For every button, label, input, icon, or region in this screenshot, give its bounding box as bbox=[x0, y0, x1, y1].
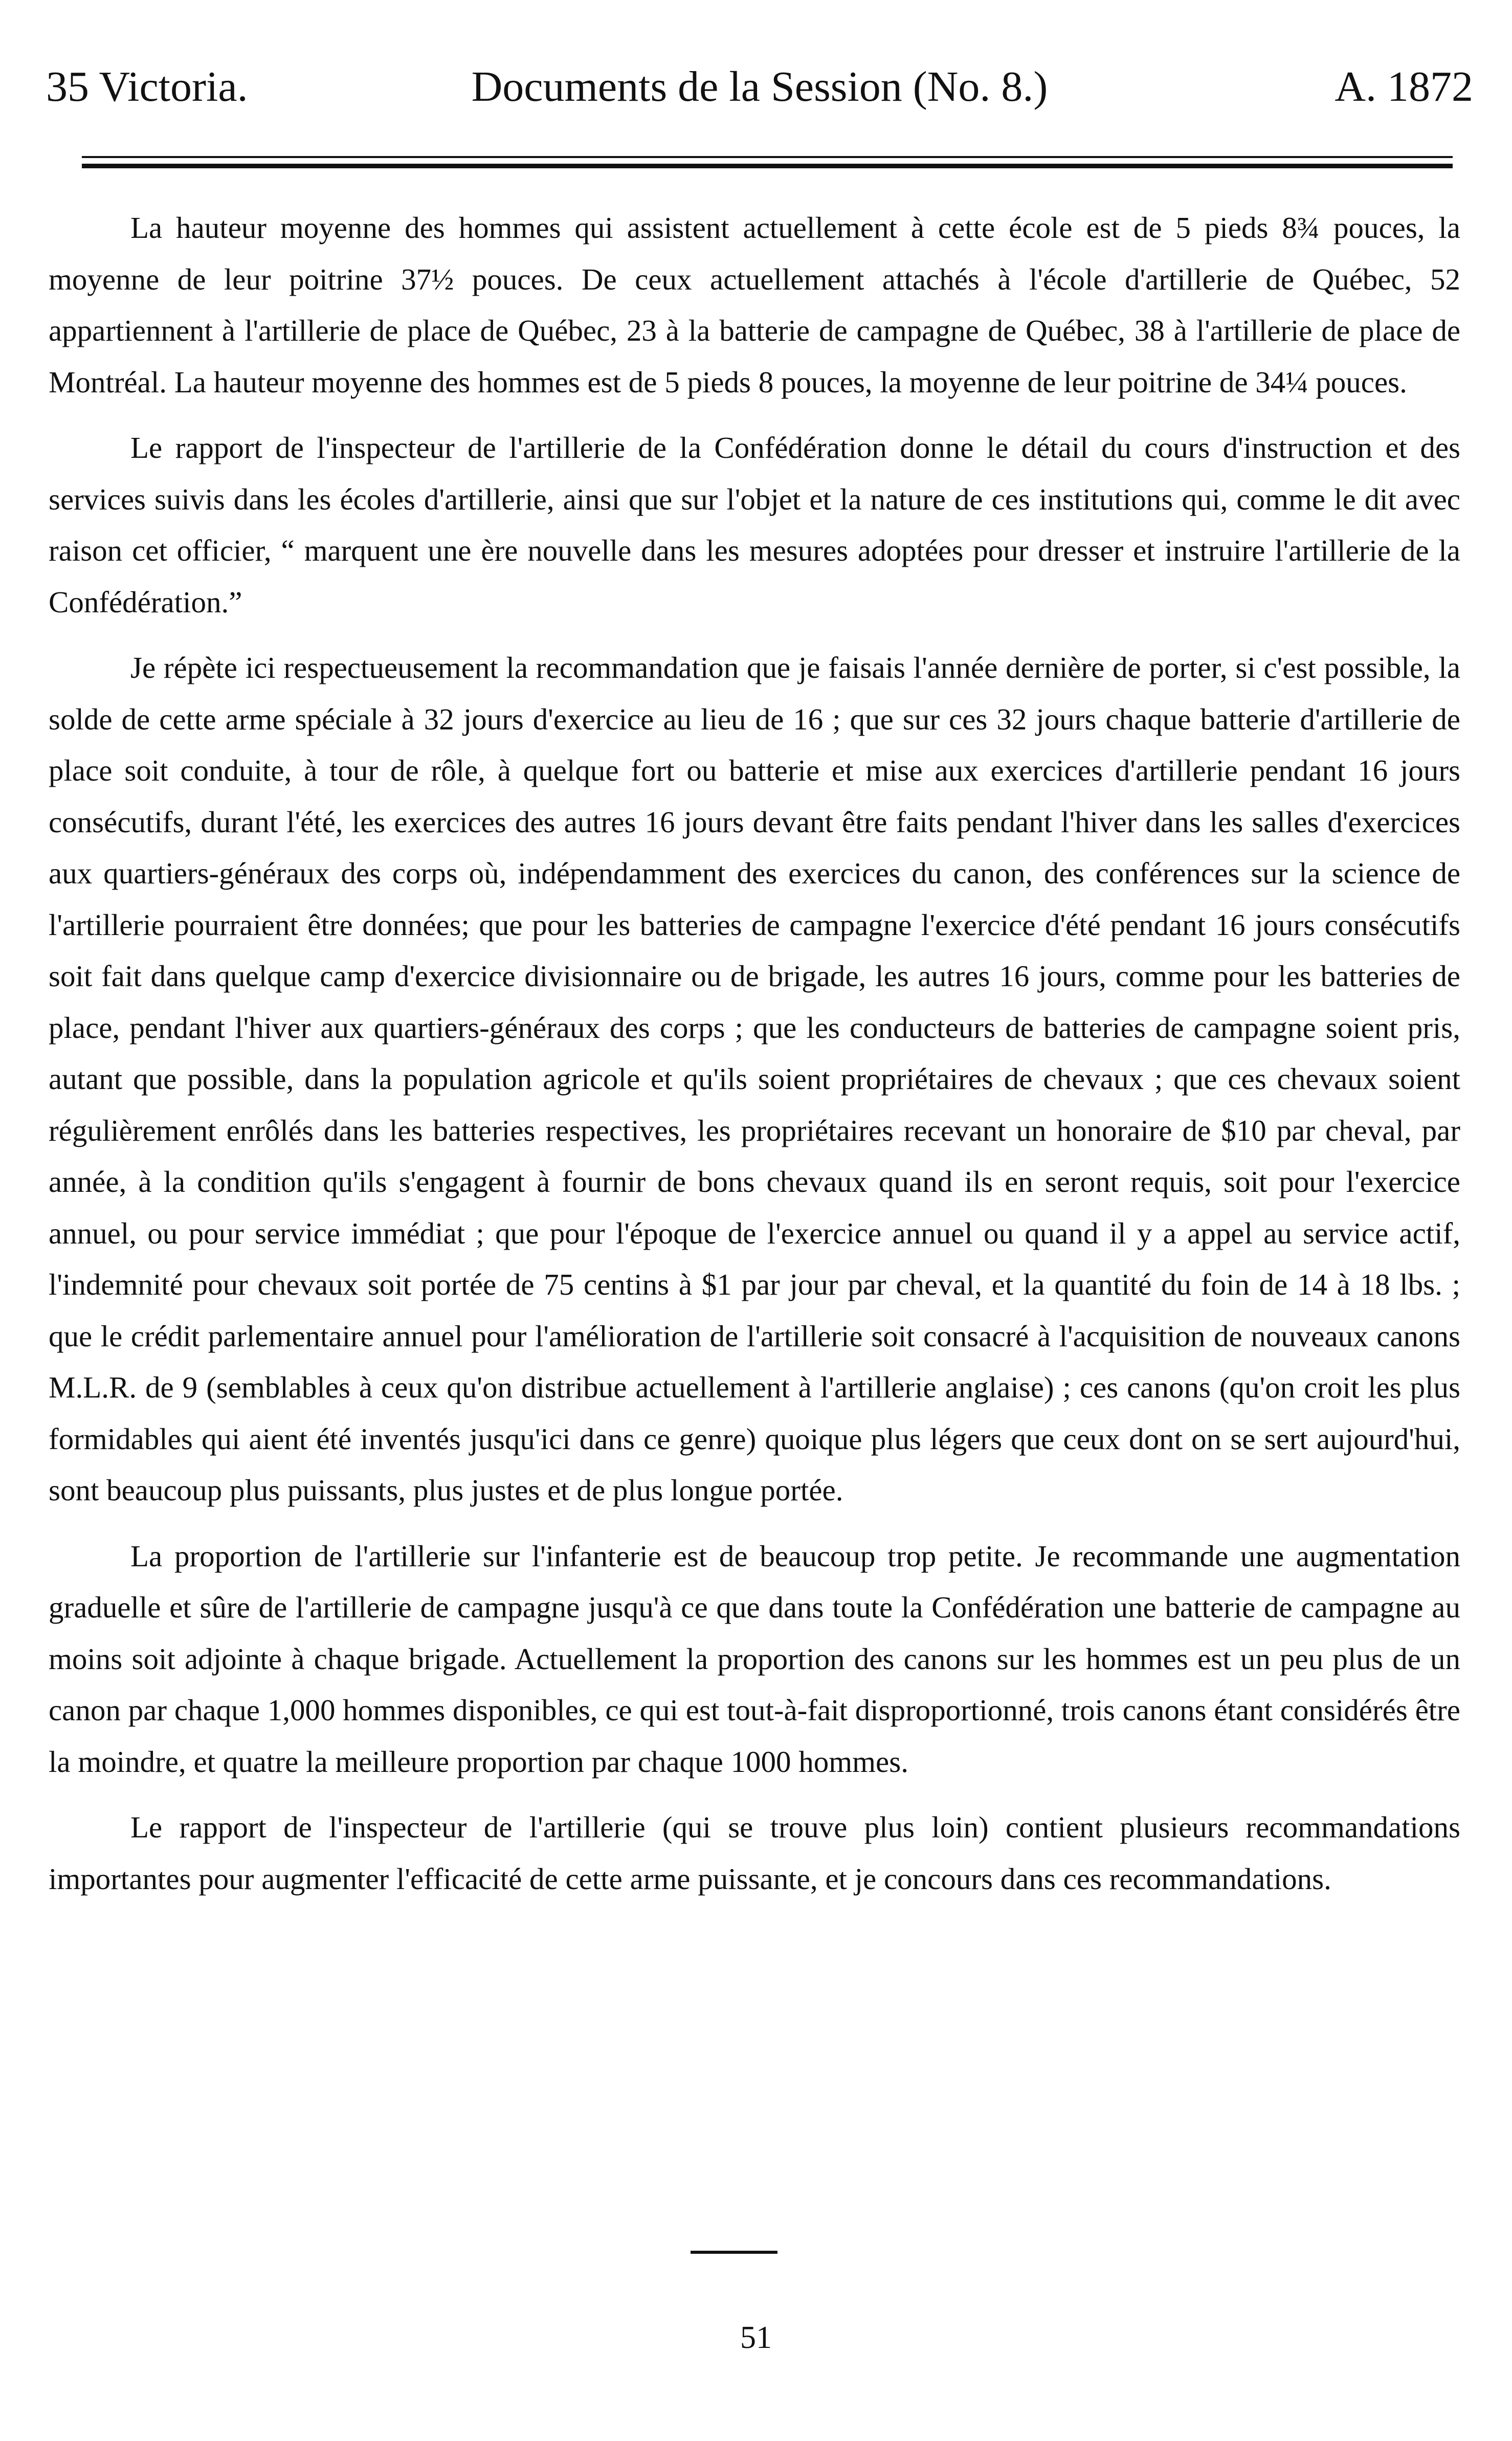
page-header bbox=[46, 56, 1473, 118]
header-rule-thin bbox=[82, 156, 1453, 158]
header-year: A. 1872 bbox=[1335, 63, 1473, 110]
paragraph-4: La proportion de l'artillerie sur l'infanterie est de beaucoup trop petite. Je recommande une augmentation graduelle et sûre de l'artillerie de campagne jusqu'à ce que dans toute la Confédération une batterie de campagne au moins soit adjointe à chaque brigade. Actuellement la proportion des canons sur les hommes est un peu plus de un canon par chaque 1,000 hommes disponibles, ce qui est tout-à-fait disproportionné, trois canons étant considérés être la moindre, et quatre la meilleure proportion par chaque 1000 hommes. bbox=[49, 1539, 1460, 1779]
body-text bbox=[49, 202, 1460, 1904]
footer-rule bbox=[691, 2251, 777, 2254]
page-number: 51 bbox=[740, 2320, 772, 2355]
paragraph-3: Je répète ici respectueusement la recommandation que je faisais l'année dernière de porter, si c'est possible, la solde de cette arme spéciale à 32 jours d'exercice au lieu de 16 ; que sur ces 32 jours chaque batterie d'artillerie de place soit conduite, à tour de rôle, à quelque fort ou batterie et mise aux exercices d'artillerie pendant 16 jours consécutifs, durant l'été, les exercices des autres 16 jours devant être faits pendant l'hiver dans les salles d'exercices aux quartiers-généraux des corps où, indépendamment des exercices du canon, des conférences sur la science de l'artillerie pourraient être données; que pour les batteries de campagne l'exercice d'été pendant 16 jours consécutifs soit fait dans quelque camp d'exercice divisionnaire ou de brigade, les autres 16 jours, comme pour les batteries de place, pendant l'hiver aux quartiers-généraux des corps ; que les conducteurs de batteries de campagne soient pris, autant que possible, dans la population agricole et qu'ils soient propriétaires de chevaux ; que ces chevaux soient régulièrement enrôlés dans les batteries respectives, les propriétaires recevant un honoraire de $10 par cheval, par année, à la condition qu'ils s'engagent à fournir de bons chevaux quand ils en seront requis, soit pour l'exercice annuel, ou pour service immédiat ; que pour l'époque de l'exercice annuel ou quand il y a appel au service actif, l'indemnité pour chevaux soit portée de 75 centins à $1 par jour par cheval, et la quantité du foin de 14 à 18 lbs. ; que le crédit parlementaire annuel pour l'amélioration de l'artillerie soit consacré à l'acquisition de nouveaux canons M.L.R. de 9 (semblables à ceux qu'on distribue actuellement à l'artillerie anglaise) ; ces canons (qu'on croit les plus formidables qui aient été inventés jusqu'ici dans ce genre) quoique plus légers que ceux dont on se sert aujourd'hui, sont beaucoup plus puissants, plus justes et de plus longue portée. bbox=[49, 651, 1460, 1507]
header-title: Documents de la Session (No. 8.) bbox=[471, 63, 1048, 110]
paragraph-5: Le rapport de l'inspecteur de l'artillerie (qui se trouve plus loin) contient plusieurs recommandations importantes pour augmenter l'efficacité de cette arme puissante, et je concours dans ces recommandations. bbox=[49, 1810, 1460, 1896]
header-rule-thick bbox=[82, 164, 1453, 168]
paragraph-2: Le rapport de l'inspecteur de l'artillerie de la Confédération donne le détail du cours d'instruction et des services suivis dans les écoles d'artillerie, ainsi que sur l'objet et la nature de ces institutions qui, comme le dit avec raison cet officier, “ marquent une ère nouvelle dans les mesures adoptées pour dresser et instruire l'artillerie de la Confédération.” bbox=[49, 431, 1460, 619]
header-volume: 35 Victoria. bbox=[46, 63, 248, 110]
paragraph-1: La hauteur moyenne des hommes qui assistent actuellement à cette école est de 5 pieds 8¾ pouces, la moyenne de leur poitrine 37½ pouces. De ceux actuellement attachés à l'école d'artillerie de Québec, 52 appartiennent à l'artillerie de place de Québec, 23 à la batterie de campagne de Québec, 38 à l'artillerie de place de Montréal. La hauteur moyenne des hommes est de 5 pieds 8 pouces, la moyenne de leur poitrine de 34¼ pouces. bbox=[49, 211, 1460, 399]
